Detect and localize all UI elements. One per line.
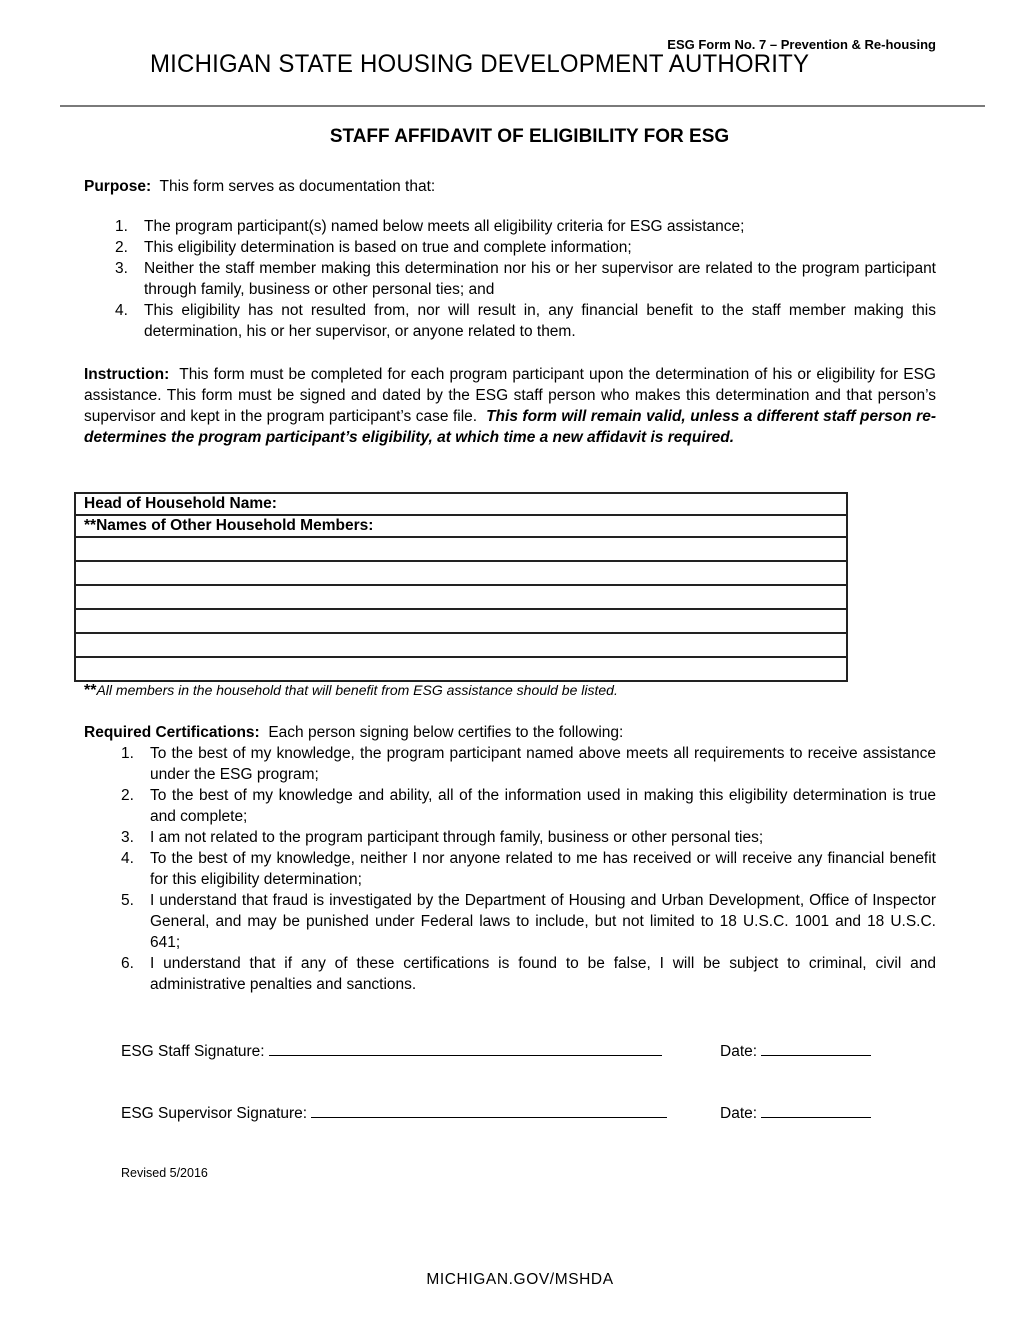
instruction-emphasis: This form will remain valid, unless a different staff person re-determines the program participant’s eligibility, at which time a new affidavit is required. xyxy=(84,408,936,446)
supervisor-date-label: Date: xyxy=(720,1105,758,1122)
item-number: 5. xyxy=(121,892,134,909)
item-text: This eligibility has not resulted from, nor will result in, any financial benefit to the staff member making this determination, his or her supervisor, or anyone related to them. xyxy=(144,302,936,340)
supervisor-signature-label: ESG Supervisor Signature: xyxy=(121,1105,308,1122)
certifications-label: Required Certifications: xyxy=(84,724,260,741)
staff-signature-label: ESG Staff Signature: xyxy=(121,1043,265,1060)
item-text: To the best of my knowledge, the program participant named above meets all requirements to receive assistance under the ESG program; xyxy=(150,745,936,783)
revision-date: Revised 5/2016 xyxy=(121,1166,208,1180)
certification-item xyxy=(121,890,936,953)
form-number: ESG Form No. 7 – Prevention & Re-housing xyxy=(667,37,936,52)
certifications-list xyxy=(121,743,936,995)
table-row xyxy=(75,585,847,609)
certification-item xyxy=(121,953,936,995)
certification-item xyxy=(121,848,936,890)
household-table xyxy=(74,492,848,682)
household-member-field[interactable] xyxy=(75,657,847,681)
item-number: 1. xyxy=(115,218,128,235)
certification-item xyxy=(121,743,936,785)
item-number: 2. xyxy=(121,787,134,804)
item-text: The program participant(s) named below meets all eligibility criteria for ESG assistance; xyxy=(144,218,745,235)
household-member-field[interactable] xyxy=(75,585,847,609)
item-number: 1. xyxy=(121,745,134,762)
staff-signature-row xyxy=(121,1040,758,1061)
household-member-field[interactable] xyxy=(75,609,847,633)
purpose-list xyxy=(115,216,936,342)
item-text: I am not related to the program participant through family, business or other personal ties; xyxy=(150,829,764,846)
document-title: STAFF AFFIDAVIT OF ELIGIBILITY FOR ESG xyxy=(329,126,730,147)
footnote-text: All members in the household that will benefit from ESG assistance should be listed. xyxy=(96,682,618,698)
purpose-text: This form serves as documentation that: xyxy=(159,178,436,195)
staff-date-field[interactable] xyxy=(761,1040,871,1056)
item-number: 3. xyxy=(121,829,134,846)
item-text: Neither the staff member making this determination nor his or her supervisor are related to the program participant through family, business or other personal ties; and xyxy=(144,260,936,298)
supervisor-signature-row xyxy=(121,1102,758,1123)
table-row xyxy=(75,561,847,585)
item-number: 4. xyxy=(115,302,128,319)
instruction-label: Instruction: xyxy=(84,366,170,383)
header-divider xyxy=(60,105,985,107)
certification-item xyxy=(121,827,936,848)
household-member-field[interactable] xyxy=(75,561,847,585)
staff-date-group xyxy=(720,1040,871,1061)
item-number: 4. xyxy=(121,850,134,867)
head-of-household-field[interactable] xyxy=(75,493,847,515)
supervisor-date-field[interactable] xyxy=(761,1102,871,1118)
other-members-label: **Names of Other Household Members: xyxy=(75,515,847,537)
other-members-header-row xyxy=(75,515,847,537)
footer-website: MICHIGAN.GOV/MSHDA xyxy=(426,1271,614,1288)
table-row xyxy=(75,633,847,657)
household-member-field[interactable] xyxy=(75,633,847,657)
item-text: I understand that if any of these certifications is found to be false, I will be subject to criminal, civil and administrative penalties and sanctions. xyxy=(150,955,936,993)
table-row xyxy=(75,609,847,633)
purpose-label: Purpose: xyxy=(84,178,152,195)
certifications-intro xyxy=(84,722,936,743)
staff-date-label: Date: xyxy=(720,1043,758,1060)
purpose-paragraph xyxy=(84,176,936,197)
household-footnote xyxy=(84,682,618,700)
item-number: 3. xyxy=(115,260,128,277)
purpose-item xyxy=(115,237,936,258)
table-row xyxy=(75,657,847,681)
table-row xyxy=(75,537,847,561)
item-text: To the best of my knowledge and ability, all of the information used in making this eligibility determination is true and complete; xyxy=(150,787,936,825)
staff-signature-field[interactable] xyxy=(269,1040,662,1056)
supervisor-date-group xyxy=(720,1102,871,1123)
household-member-field[interactable] xyxy=(75,537,847,561)
purpose-item xyxy=(115,216,936,237)
head-of-household-label: Head of Household Name: xyxy=(84,495,277,512)
purpose-item xyxy=(115,300,936,342)
agency-name: MICHIGAN STATE HOUSING DEVELOPMENT AUTHORITY xyxy=(150,50,810,78)
purpose-item xyxy=(115,258,936,300)
item-number: 6. xyxy=(121,955,134,972)
item-number: 2. xyxy=(115,239,128,256)
footnote-marker: ** xyxy=(84,682,97,699)
item-text: I understand that fraud is investigated by the Department of Housing and Urban Development, Office of Inspector General, and may be punished under Federal laws to include, but not limited to 18 U.S.C. 1001 and 18 U.S.C. 641; xyxy=(150,892,936,951)
item-text: This eligibility determination is based on true and complete information; xyxy=(144,239,632,256)
certifications-text: Each person signing below certifies to the following: xyxy=(268,724,624,741)
instruction-text: This form must be completed for each program participant upon the determination of his or eligibility for ESG assistance. This form must be signed and dated by the ESG staff person who makes this determination and that person’s supervisor and kept in the program participant’s case file. xyxy=(84,366,936,425)
item-text: To the best of my knowledge, neither I nor anyone related to me has received or will receive any financial benefit for this eligibility determination; xyxy=(150,850,936,888)
instruction-paragraph xyxy=(84,364,936,448)
supervisor-signature-field[interactable] xyxy=(311,1102,667,1118)
head-of-household-row xyxy=(75,493,847,515)
certification-item xyxy=(121,785,936,827)
